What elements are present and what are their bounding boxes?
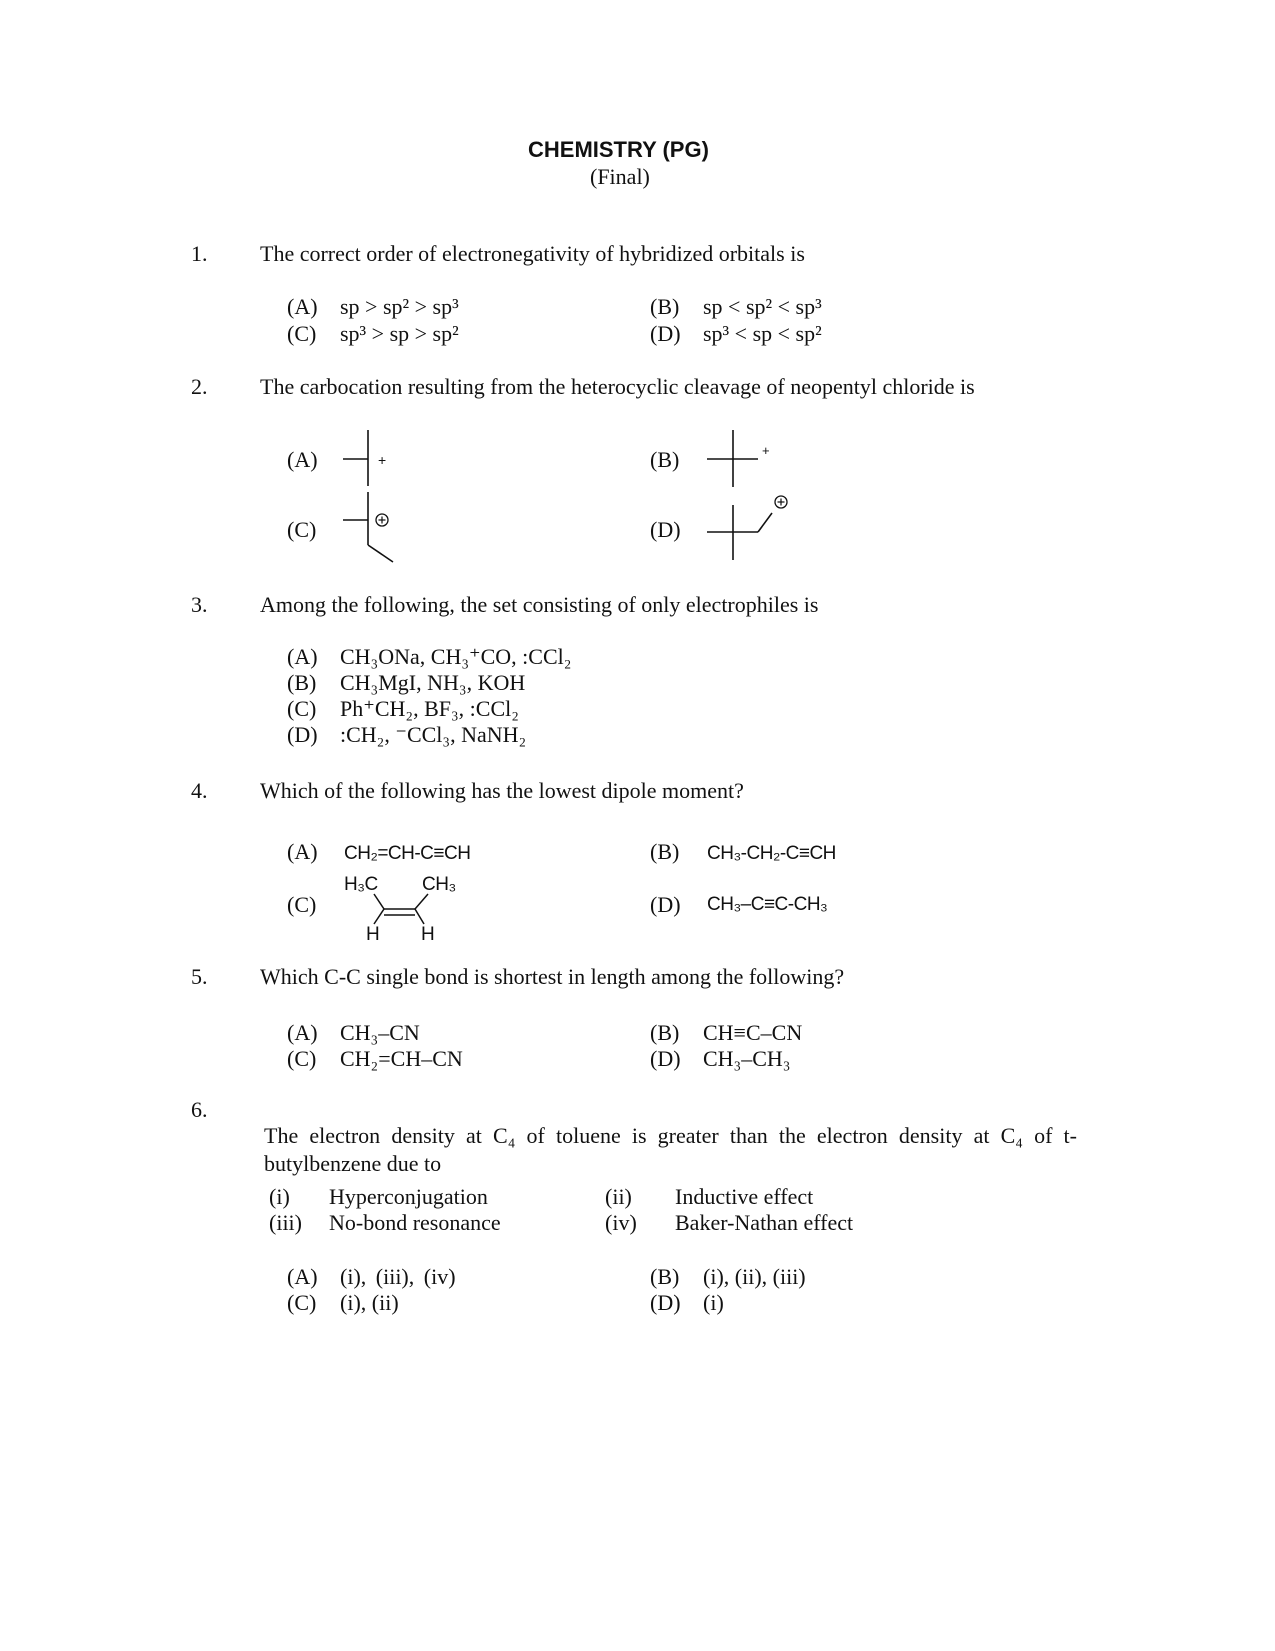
option-label: (A) [287,1264,318,1289]
option-text: CH₃ONa, CH₃⁺CO, :CCl₂ [340,644,572,669]
statement-text: No-bond resonance [329,1210,501,1235]
option-text: :CH₂, ⁻CCl₃, NaNH₂ [340,722,527,747]
option-label: (A) [287,294,318,319]
option-label: (B) [650,447,680,472]
option-label: (B) [287,670,317,695]
statement-text: Hyperconjugation [329,1184,488,1209]
statement-text: Baker-Nathan effect [675,1210,854,1235]
question-number: 5. [191,964,208,989]
option-text: (i), (ii) [340,1290,399,1315]
option-text: (i) [703,1290,724,1315]
question-number: 3. [191,592,208,617]
option-text: CH₂=CH–CN [340,1046,463,1071]
question-number: 4. [191,778,208,803]
option-label: (D) [650,892,681,917]
cis-butene-structure [0,0,1,1]
cation-charge: + [378,452,387,468]
option-text: CH≡C–CN [703,1020,803,1045]
option-text: CH₃–CH₃ [703,1046,791,1071]
question-text: The electron density at C₄ of toluene is greater than the electron density at C₄ of t-butylbenzene due to [264,1123,1077,1176]
option-text: (i), (ii), (iii) [703,1264,806,1289]
page-title: CHEMISTRY (PG) [528,137,709,162]
question-number: 6. [191,1097,208,1122]
statement-text: Inductive effect [675,1184,814,1209]
question-text: Among the following, the set consisting of only electrophiles is [260,592,819,617]
question-text: The carbocation resulting from the heterocyclic cleavage of neopentyl chloride is [260,374,975,399]
option-label: (D) [650,517,681,542]
page-subtitle: (Final) [590,164,650,189]
option-text: Ph⁺CH₂, BF₃, :CCl₂ [340,696,519,721]
statement-label: (i) [269,1184,290,1209]
option-label: (C) [287,321,317,346]
option-label: (B) [650,1020,680,1045]
option-label: (D) [650,1290,681,1315]
statement-label: (iv) [605,1210,637,1235]
option-label: (B) [650,1264,680,1289]
option-text: CH₃–CN [340,1020,420,1045]
option-label: (B) [650,294,680,319]
option-text: CH₃–C≡C-CH₃ [707,894,828,915]
substituent-right: CH₃ [422,874,456,895]
option-text: sp < sp² < sp³ [703,294,822,319]
option-label: (C) [287,892,317,917]
option-label: (D) [650,321,681,346]
option-label: (B) [650,839,680,864]
option-label: (C) [287,696,317,721]
question-text: The correct order of electronegativity of hybridized orbitals is [260,241,805,266]
question-number: 2. [191,374,208,399]
statement-label: (ii) [605,1184,632,1209]
option-label: (C) [287,1046,317,1071]
option-text: sp³ > sp > sp² [340,321,459,346]
substituent-left: H₃C [344,874,378,895]
question-number: 1. [191,241,208,266]
hydrogen-left: H [366,924,380,945]
option-label: (A) [287,644,318,669]
option-label: (A) [287,1020,318,1045]
option-label: (A) [287,839,318,864]
option-label: (A) [287,447,318,472]
question-text: Which C-C single bond is shortest in length among the following? [260,964,845,989]
cation-charge: + [762,443,770,458]
option-text: (i), (iii), (iv) [340,1264,456,1289]
option-text: CH₂=CH-C≡CH [344,843,471,864]
option-label: (C) [287,517,317,542]
option-text: CH₃MgI, NH₃, KOH [340,670,526,695]
option-label: (D) [650,1046,681,1071]
option-text: sp³ < sp < sp² [703,321,822,346]
option-text: sp > sp² > sp³ [340,294,459,319]
statement-label: (iii) [269,1210,302,1235]
option-text: CH₃-CH₂-C≡CH [707,843,836,864]
option-label: (D) [287,722,318,747]
hydrogen-right: H [421,924,435,945]
option-label: (C) [287,1290,317,1315]
question-text: Which of the following has the lowest dipole moment? [260,778,744,803]
